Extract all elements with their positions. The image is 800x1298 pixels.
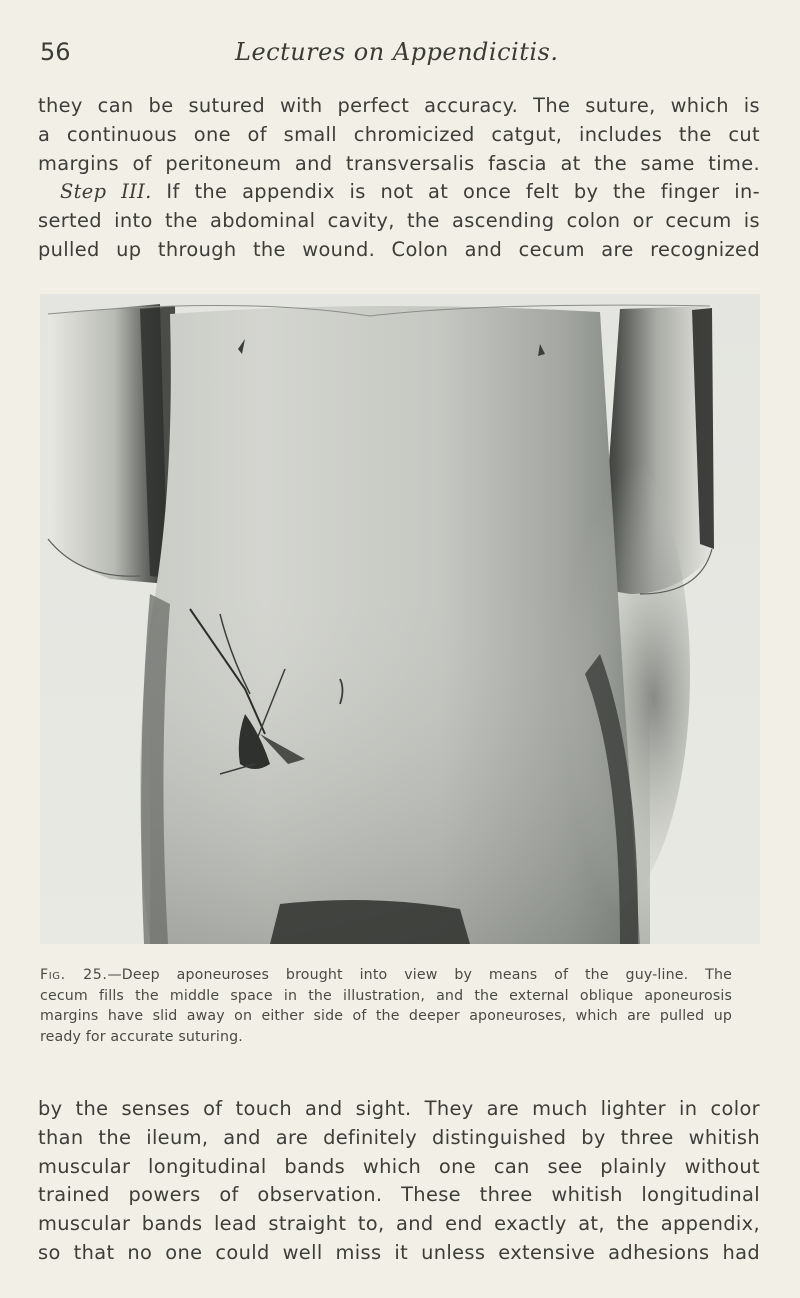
bottom-paragraph — [38, 1095, 760, 1268]
figure-label: Fig. 25. — [40, 967, 108, 983]
text-line: margins of peritoneum and transversalis fascia at the same time. — [38, 151, 760, 175]
caption-line — [40, 965, 732, 986]
text-line-step — [38, 178, 760, 207]
text-line: so that no one could well miss it unless extensive adhesions had — [38, 1240, 760, 1264]
caption-line: cecum fills the middle space in the illustration, and the external oblique aponeurosis — [40, 987, 732, 1004]
caption-line: margins have slid away on either side of the deeper aponeuroses, which are pulled up — [40, 1008, 732, 1024]
figure-caption — [40, 965, 732, 1047]
text-line: than the ileum, and are definitely distinguished by three whitish — [38, 1125, 760, 1149]
figure-illustration — [40, 294, 760, 944]
page-number: 56 — [40, 38, 71, 66]
text-line: a continuous one of small chromicized catgut, includes the cut — [38, 122, 760, 146]
text-line: pulled up through the wound. Colon and cecum are recognized — [38, 237, 760, 261]
surgical-illustration-image — [40, 294, 760, 944]
caption-line-text: —Deep aponeuroses brought into view by means of the guy-line. The — [107, 967, 732, 983]
text-line: by the senses of touch and sight. They are much lighter in color — [38, 1097, 760, 1120]
step-label: Step III. — [60, 180, 152, 204]
page-header — [40, 38, 760, 78]
text-line: they can be sutured with perfect accuracy. The suture, which is — [38, 94, 760, 117]
text-line: trained powers of observation. These three whitish longitudinal — [38, 1183, 760, 1207]
step-line-rest: If the appendix is not at once felt by the finger in- — [151, 180, 760, 204]
running-title: Lectures on Appendicitis. — [235, 38, 559, 66]
caption-line: ready for accurate suturing. — [40, 1028, 243, 1045]
text-line: serted into the abdominal cavity, the ascending colon or cecum is — [38, 209, 760, 233]
text-line: muscular longitudinal bands which one can see plainly without — [38, 1154, 760, 1178]
top-paragraph — [38, 92, 760, 265]
text-line: muscular bands lead straight to, and end exactly at, the appendix, — [38, 1212, 760, 1236]
